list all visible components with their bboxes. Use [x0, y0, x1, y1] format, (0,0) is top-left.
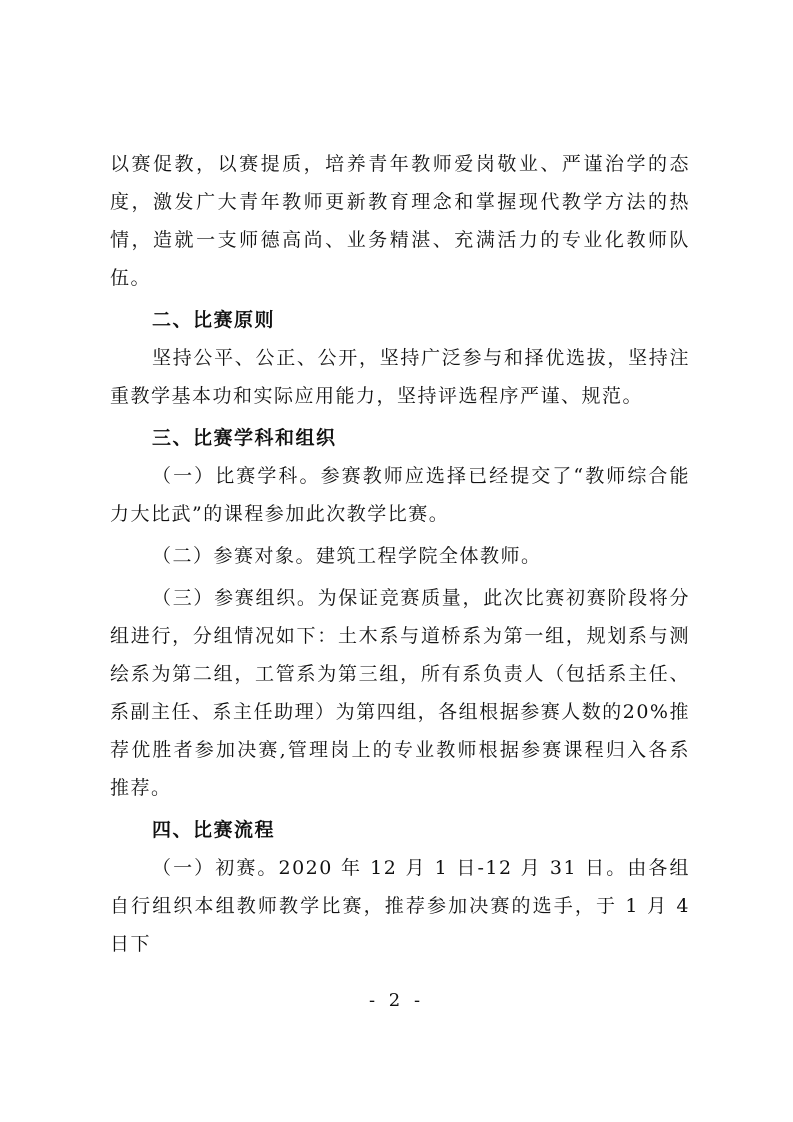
paragraph-participants: （二）参赛对象。建筑工程学院全体教师。	[152, 545, 542, 567]
paragraph-organization: （三）参赛组织。为保证竞赛质量，此次比赛初赛阶段将分组进行，分组情况如下：土木系与道桥系为第一组，规划系与测绘系为第二组，工管系为第三组，所有系负责人（包括系主任、系副主任、系主任助理）为第四组，各组根据参赛人数的20%推荐优胜者参加决赛,管理岗上的专业教师根据参赛课程归入各系推荐。	[110, 587, 690, 799]
document-body	[110, 145, 690, 963]
section-heading-principles: 二、比赛原则	[152, 309, 276, 331]
paragraph-preliminary-round: （一）初赛。2020 年 12 月 1 日-12 月 31 日。由各组自行组织本组教师教学比赛，推荐参加决赛的选手，于 1 月 4 日下	[110, 857, 690, 955]
section-heading-process: 四、比赛流程	[152, 819, 276, 841]
section-heading-subjects-organization: 三、比赛学科和组织	[152, 427, 337, 449]
page-number: - 2 -	[368, 990, 425, 1011]
paragraph-purpose-continued: 以赛促教，以赛提质，培养青年教师爱岗敬业、严谨治学的态度，激发广大青年教师更新教育理念和掌握现代教学方法的热情，造就一支师德高尚、业务精湛、充满活力的专业化教师队伍。	[110, 153, 690, 289]
paragraph-principles: 坚持公平、公正、公开，坚持广泛参与和择优选拔，坚持注重教学基本功和实际应用能力，坚持评选程序严谨、规范。	[110, 347, 690, 407]
paragraph-subjects: （一）比赛学科。参赛教师应选择已经提交了“教师综合能力大比武”的课程参加此次教学比赛。	[110, 465, 690, 525]
